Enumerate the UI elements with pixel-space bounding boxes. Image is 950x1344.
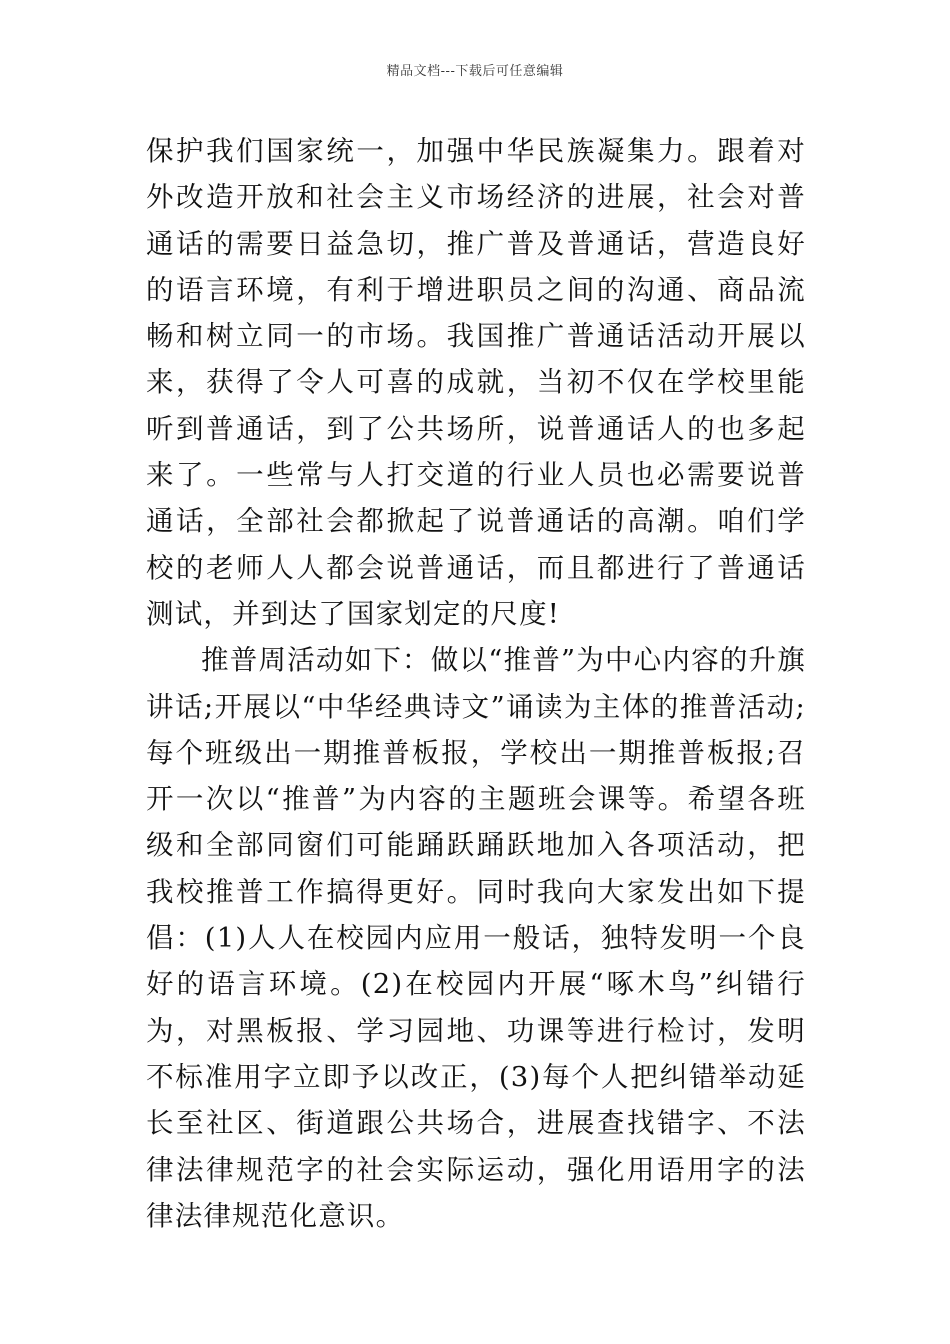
document-body bbox=[146, 128, 806, 1239]
paragraph-activities: 推普周活动如下：做以“推普”为中心内容的升旗讲话;开展以“中华经典诗文”诵读为主体的推普活动;每个班级出一期推普板报，学校出一期推普板报;召开一次以“推普”为内容的主题班会课等。希望各班级和全部同窗们可能踊跃踊跃地加入各项活动，把我校推普工作搞得更好。同时我向大家发出如下提倡：(1)人人在校园内应用一般话，独特发明一个良好的语言环境。(2)在校园内开展“啄木鸟”纠错行为，对黑板报、学习园地、功课等进行检讨，发明不标准用字立即予以改正，(3)每个人把纠错举动延长至社区、街道跟公共场合，进展查找错字、不法律法律规范字的社会实际运动，强化用语用字的法律法律规范化意识。 bbox=[146, 644, 806, 1232]
page-header: 精品文档---下载后可任意编辑 bbox=[386, 64, 564, 79]
paragraph-continuation: 保护我们国家统一，加强中华民族凝集力。跟着对外改造开放和社会主义市场经济的进展，社会对普通话的需要日益急切，推广普及普通话，营造良好的语言环境，有利于增进职员之间的沟通、商品流畅和树立同一的市场。我国推广普通话活动开展以来，获得了令人可喜的成就，当初不仅在学校里能听到普通话，到了公共场所，说普通话人的也多起来了。一些常与人打交道的行业人员也必需要说普通话，全部社会都掀起了说普通话的高潮。咱们学校的老师人人都会说普通话，而且都进行了普通话测试，并到达了国家划定的尺度! bbox=[146, 135, 806, 630]
